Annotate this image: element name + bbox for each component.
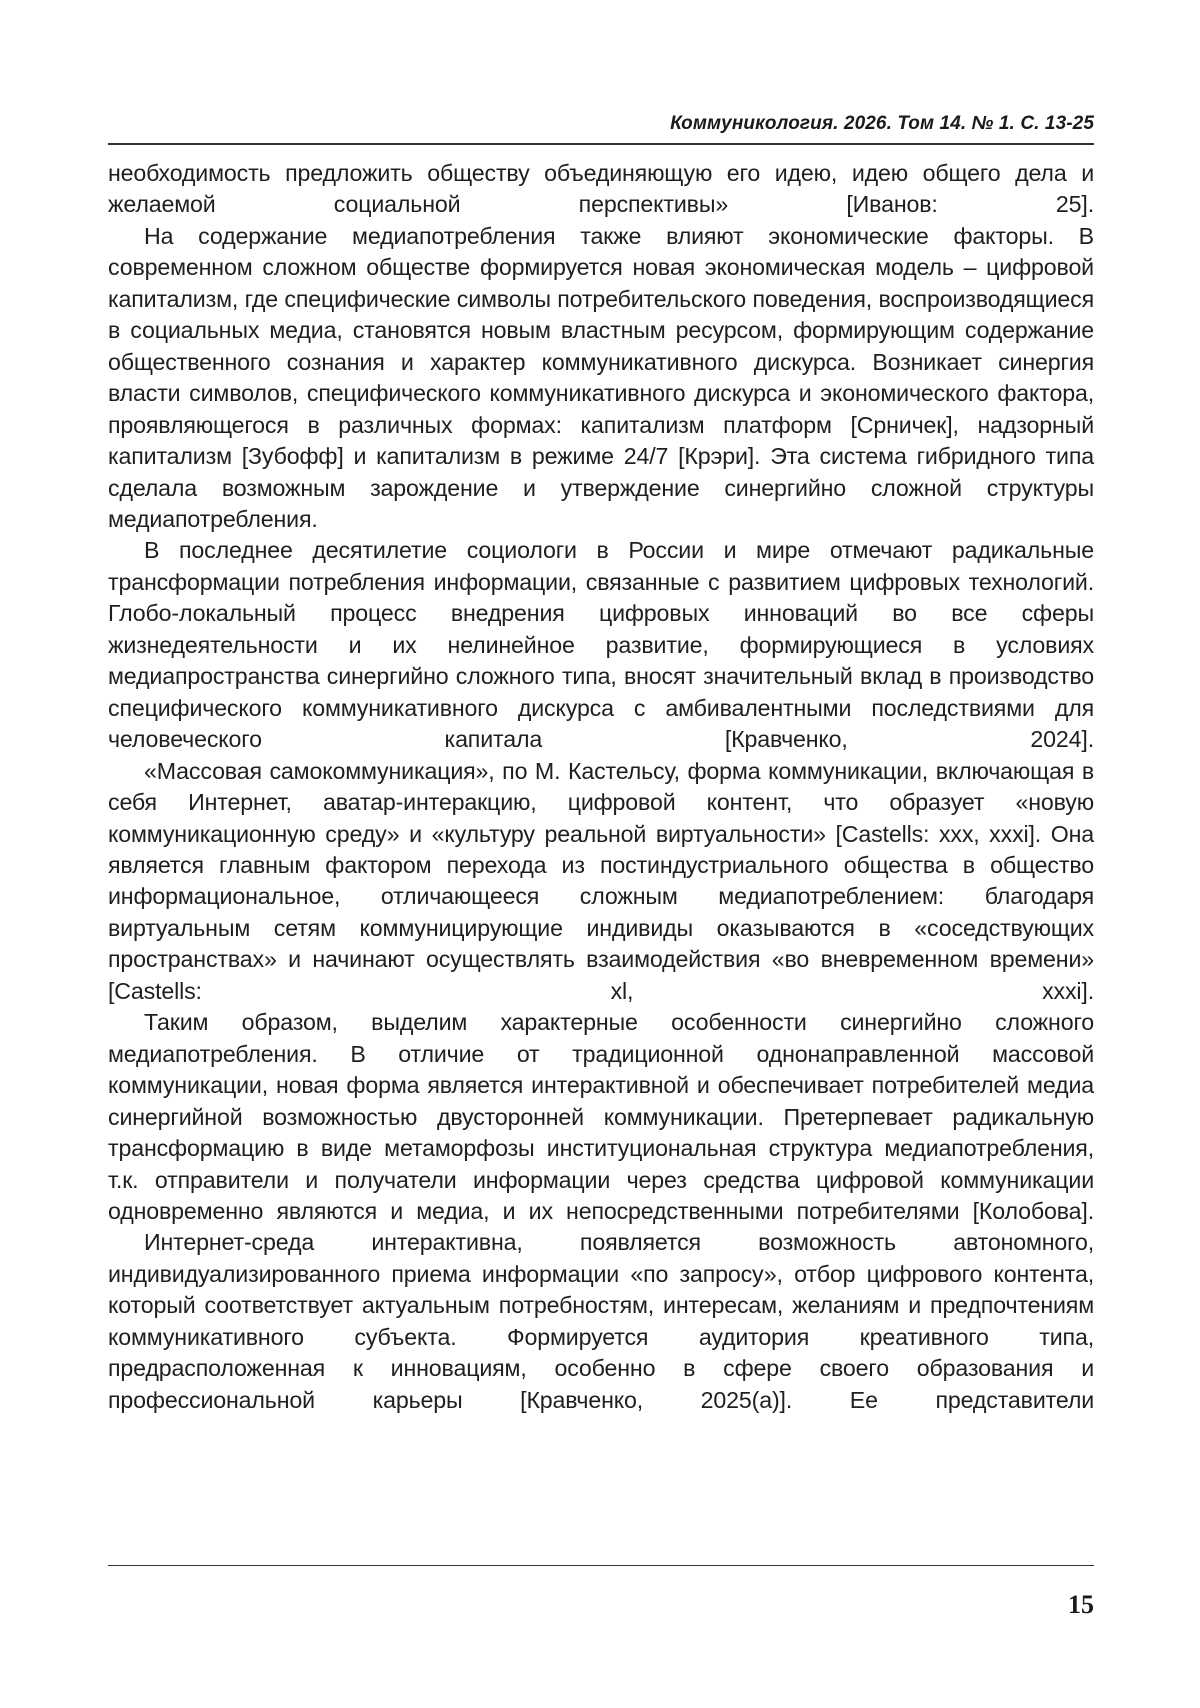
header-rule: [108, 143, 1094, 145]
paragraph: необходимость предложить обществу объединяющую его идею, идею общего дела и желаемой социальной перспективы» [Иванов: 25].: [108, 160, 1094, 218]
paragraph: Интернет-среда интерактивна, появляется возможность автономного, индивидуализированного приема информации «по запросу», отбор цифрового контента, который соответствует актуальным потребностям, интересам, желаниям и предпочтениям коммуникативного субъекта. Формируется аудитория креативного типа, предрасположенная к инновациям, особенно в сфере своего образования и профессиональной карьеры [Кравченко, 2025(а)]. Ее представители: [108, 1229, 1094, 1413]
paragraph: На содержание медиапотребления также влияют экономические факторы. В современном сложном обществе формируется новая экономическая модель – цифровой капитализм, где специфические символы потребительского поведения, воспроизводящиеся в социальных медиа, становятся новым властным ресурсом, формирующим содержание общественного сознания и характер коммуникативного дискурса. Возникает синергия власти символов, специфического коммуникативного дискурса и экономического фактора, проявляющегося в различных формах: капитализм платформ [Срничек], надзорный капитализм [Зубофф] и капитализм в режиме 24/7 [Крэри]. Эта система гибридного типа сделала возможным зарождение и утверждение синергийно сложной структуры медиапотребления.: [108, 222, 1094, 532]
paragraph: Таким образом, выделим характерные особенности синергийно сложного медиапотребления. В отличие от традиционной однонаправленной массовой коммуникации, новая форма является интерактивной и обеспечивает потребителей медиа синергийной возможностью двусторонней коммуникации. Претерпевает радикальную трансформацию в виде метаморфозы институциональная структура медиапотребления, т.к. отправители и получатели информации через средства цифровой коммуникации одновременно являются и медиа, и их непосредственными потребителями [Колобова].: [108, 1009, 1094, 1224]
article-body: [108, 158, 1094, 1416]
paragraph: В последнее десятилетие социологи в России и мире отмечают радикальные трансформации потребления информации, связанные с развитием цифровых технологий. Глобо-локальный процесс внедрения цифровых инноваций во все сферы жизнедеятельности и их нелинейное развитие, формирующиеся в условиях медиапространства синергийно сложного типа, вносят значительный вклад в производство специфического коммуникативного дискурса с амбивалентными последствиями для человеческого капитала [Кравченко, 2024].: [108, 537, 1094, 753]
running-header: Коммуникология. 2026. Том 14. № 1. С. 13-25: [670, 113, 1094, 134]
paragraph: «Массовая самокоммуникация», по М. Кастельсу, форма коммуникации, включающая в себя Интернет, аватар-интеракцию, цифровой контент, что образует «новую коммуникационную среду» и «культуру реальной виртуальности» [Castells: xxx, xxxi]. Она является главным фактором перехода из постиндустриального общества в общество информациональное, отличающееся сложным медиапотреблением: благодаря виртуальным сетям коммуницирующие индивиды оказываются в «соседствующих пространствах» и начинают осуществлять взаимодействия «во вневременном времени» [Castells: xl, xxxi].: [108, 757, 1094, 1004]
footer-rule: [108, 1565, 1094, 1566]
page-number: 15: [1068, 1590, 1094, 1619]
